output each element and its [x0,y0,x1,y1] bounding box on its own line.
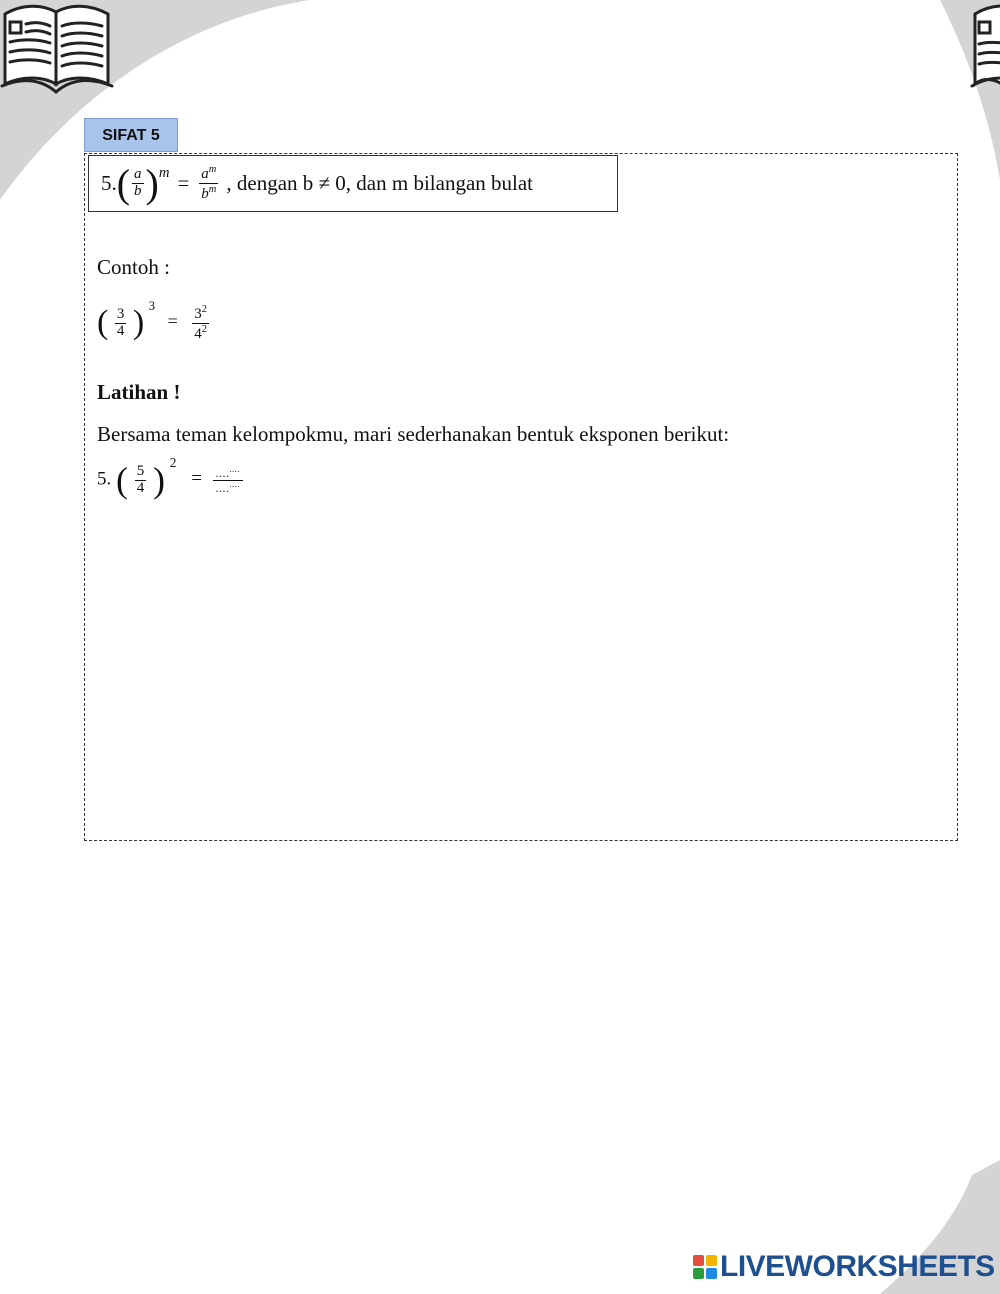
rule-exponent: m [158,165,170,181]
example-equals: = [167,311,178,332]
rule-equals: = [177,171,190,195]
example-base-numerator: 3 [116,306,125,322]
example-rhs-fraction [192,304,209,343]
open-paren: ( [116,460,129,500]
rule-box [88,155,618,212]
exercise-number: 5. [97,468,112,490]
sifat-tab: SIFAT 5 [84,118,178,152]
example-exponent: 3 [148,299,156,314]
example-base-denominator: 4 [116,322,125,339]
answer-numerator-input[interactable]: .... [215,465,230,480]
exercise-base-fraction [135,464,147,497]
rule-base-denominator: b [134,183,142,199]
example-rhs-numerator: 3 [194,306,202,322]
exercise-instruction: Bersama teman kelompokmu, mari sederhanakan bentuk eksponen berikut: [97,422,730,446]
rule-rhs-denominator: b [201,186,209,202]
answer-denominator-input[interactable]: .... [215,480,230,495]
book-icon-left [0,2,115,97]
close-paren: ) [145,160,159,206]
exercise-base-denominator: 4 [136,479,145,496]
example-base-fraction [115,307,127,340]
answer-denominator-exponent-input[interactable]: .... [229,479,240,489]
rule-rhs-numerator-exponent: m [208,164,217,176]
exercise-exponent: 2 [169,455,177,471]
rule-rhs-numerator: a [201,166,209,183]
liveworksheets-logo-icon [693,1255,717,1279]
example-rhs-denominator-exponent: 2 [201,323,207,335]
book-icon-right [970,2,1000,97]
exercise-base-numerator: 5 [136,462,145,479]
example-rhs-numerator-exponent: 2 [201,304,207,315]
exercise-answer-fraction [213,466,243,494]
rule-rhs-fraction [199,164,218,203]
example-label: Contoh : [97,255,170,279]
exercise-heading: Latihan ! [97,380,181,404]
exercise-equals: = [191,468,202,490]
example-expression [97,299,211,343]
open-paren: ( [97,304,109,342]
liveworksheets-logo[interactable] [693,1250,995,1284]
close-paren: ) [153,460,166,500]
rule-rhs-denominator-exponent: m [208,184,217,195]
liveworksheets-brand-text: LIVEWORKSHEETS [720,1250,995,1283]
rule-base-numerator: a [134,166,142,183]
rule-base-fraction [132,167,144,200]
answer-numerator-exponent-input[interactable]: .... [229,464,240,474]
close-paren: ) [132,304,145,342]
rule-number: 5. [101,171,117,195]
open-paren: ( [116,160,131,206]
exercise-item [97,455,245,500]
rule-condition: , dengan b ≠ 0, dan m bilangan bulat [226,171,534,195]
example-rhs-denominator: 4 [194,325,202,342]
